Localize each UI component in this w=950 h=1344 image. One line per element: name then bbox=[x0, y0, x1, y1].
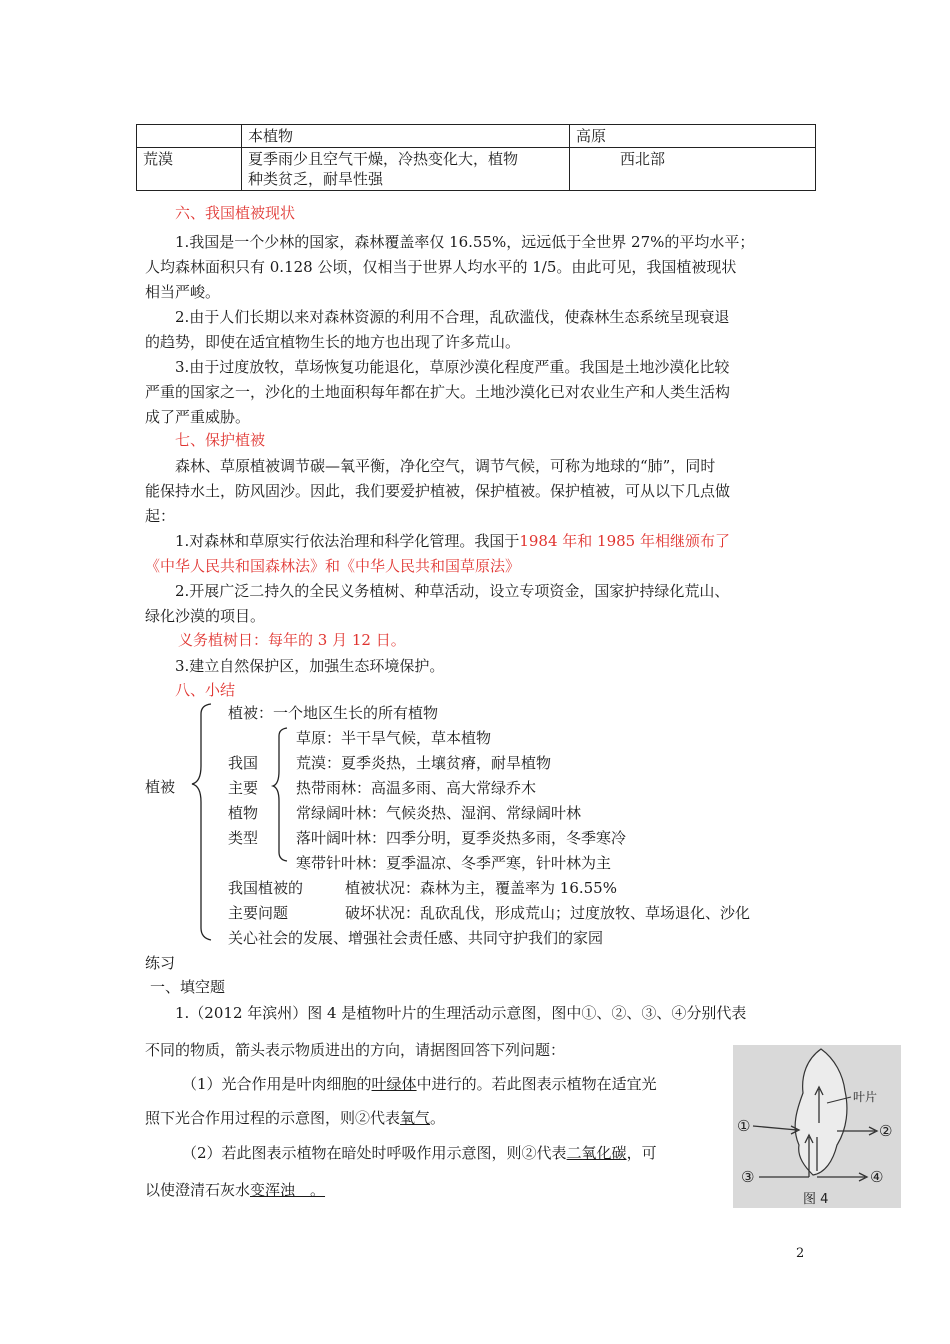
paragraph-line: 2.开展广泛二持久的全民义务植树、种草活动，设立专项资金，国家护持绿化荒山、 bbox=[175, 582, 730, 600]
marker-1: ① bbox=[737, 1117, 751, 1135]
paragraph-line: 2.由于人们长期以来对森林资源的利用不合理，乱砍滥伐，使森林生态系统呈现衰退 bbox=[175, 308, 730, 326]
table-cell: 荒漠 bbox=[137, 148, 242, 191]
summary-care: 关心社会的发展、增强社会责任感、共同守护我们的家园 bbox=[228, 929, 604, 947]
table-cell bbox=[242, 148, 570, 191]
text-run: 中进行的。若此图表示植物在适宜光 bbox=[416, 1075, 657, 1093]
section7-heading: 七、保护植被 bbox=[175, 431, 266, 449]
question-line: 不同的物质，箭头表示物质进出的方向，请据图回答下列问题： bbox=[145, 1041, 566, 1059]
marker-4: ④ bbox=[870, 1168, 884, 1186]
exercise-title: 练习 bbox=[145, 954, 176, 972]
paragraph-line: 3.由于过度放牧，草场恢复功能退化，草原沙漠化程度严重。我国是土地沙漠化比较 bbox=[175, 358, 730, 376]
type-item: 热带雨林：高温多雨、高大常绿乔木 bbox=[296, 779, 537, 797]
text-run: ，可 bbox=[626, 1144, 657, 1162]
answer-text: 变浑浊 。 bbox=[250, 1181, 326, 1199]
table-row bbox=[137, 148, 816, 191]
text-run: 1.对森林和草原实行依法治理和科学化管理。我国于 bbox=[175, 532, 520, 550]
tree-day-text: 义务植树日：每年的 3 月 12 日。 bbox=[178, 631, 406, 649]
page-number: 2 bbox=[796, 1246, 805, 1261]
question-line bbox=[182, 1074, 657, 1094]
type-item: 常绿阔叶林：气候炎热、湿润、常绿阔叶林 bbox=[296, 804, 582, 822]
answer-text: 二氧化碳 bbox=[566, 1144, 627, 1162]
section6-heading: 六、我国植被现状 bbox=[175, 204, 296, 222]
problems-label-line: 我国植被的 bbox=[228, 879, 304, 897]
text-run: （1）光合作用是叶肉细胞的 bbox=[182, 1075, 372, 1093]
question-line bbox=[145, 1180, 325, 1200]
table-cell: 西北部 bbox=[570, 148, 816, 191]
table-row bbox=[137, 125, 816, 148]
type-item: 草原：半干旱气候，草本植物 bbox=[296, 729, 492, 747]
summary-definition: 植被：一个地区生长的所有植物 bbox=[228, 704, 439, 722]
cell-line: 种类贫乏，耐旱性强 bbox=[248, 170, 384, 188]
text-run: 。 bbox=[430, 1109, 446, 1127]
paragraph-line: 3.建立自然保护区，加强生态环境保护。 bbox=[175, 657, 445, 675]
types-label-line: 我国 bbox=[228, 754, 259, 772]
exercise-subtitle: 一、填空题 bbox=[150, 978, 226, 996]
table-cell: 本植物 bbox=[242, 125, 570, 148]
text-run: 照下光合作用过程的示意图，则②代表 bbox=[145, 1109, 401, 1127]
paragraph-line: 森林、草原植被调节碳—氧平衡，净化空气，调节气候，可称为地球的“肺”，同时 bbox=[175, 457, 716, 475]
law-year-text: 1984 年和 1985 年相继颁布了 bbox=[519, 532, 730, 550]
problem-item: 破坏状况：乱砍乱伐，形成荒山；过度放牧、草场退化、沙化 bbox=[345, 904, 751, 922]
problems-label-line: 主要问题 bbox=[228, 904, 289, 922]
problem-item: 植被状况：森林为主，覆盖率为 16.55% bbox=[345, 879, 617, 897]
type-item: 荒漠：夏季炎热，土壤贫瘠，耐旱植物 bbox=[296, 754, 552, 772]
paragraph-line: 成了严重威胁。 bbox=[145, 408, 251, 426]
paragraph-line: 人均森林面积只有 0.128 公顷，仅相当于世界人均水平的 1/5。由此可见，我国植被现状 bbox=[145, 258, 737, 276]
text-run: 以使澄清石灰水 bbox=[145, 1181, 251, 1199]
section8-heading: 八、小结 bbox=[175, 681, 236, 699]
paragraph-line: 严重的国家之一，沙化的土地面积每年都在扩大。土地沙漠化已对农业生产和人类生活构 bbox=[145, 383, 731, 401]
paragraph-line: 能保持水土，防风固沙。因此，我们要爱护植被，保护植被。保护植被，可从以下几点做 bbox=[145, 482, 731, 500]
paragraph-line bbox=[175, 531, 730, 551]
types-label-line: 植物 bbox=[228, 804, 259, 822]
types-label-line: 类型 bbox=[228, 829, 259, 847]
vegetation-table bbox=[136, 124, 816, 191]
types-brace bbox=[273, 728, 287, 861]
question-line bbox=[182, 1143, 657, 1163]
cell-line: 夏季雨少且空气干燥，冷热变化大，植物 bbox=[248, 150, 519, 168]
marker-3: ③ bbox=[741, 1168, 755, 1186]
leaf-figure bbox=[733, 1045, 901, 1208]
table-cell bbox=[137, 125, 242, 148]
question-line bbox=[145, 1108, 445, 1128]
summary-root: 植被 bbox=[145, 778, 176, 796]
paragraph-line: 绿化沙漠的项目。 bbox=[145, 607, 266, 625]
outer-brace bbox=[192, 704, 211, 940]
answer-text: 氧气 bbox=[400, 1109, 431, 1127]
text-run: （2）若此图表示植物在暗处时呼吸作用示意图，则②代表 bbox=[182, 1144, 567, 1162]
figure-caption: 图 4 bbox=[803, 1192, 829, 1207]
table-cell: 高原 bbox=[570, 125, 816, 148]
paragraph-line: 起： bbox=[145, 507, 176, 525]
question-line: 1.（2012 年滨州）图 4 是植物叶片的生理活动示意图，图中①、②、③、④分别代表 bbox=[175, 1004, 747, 1022]
leaf-diagram bbox=[733, 1045, 901, 1208]
paragraph-line: 相当严峻。 bbox=[145, 283, 221, 301]
leaf-shape bbox=[795, 1049, 847, 1175]
paragraph-line: 的趋势，即使在适宜植物生长的地方也出现了许多荒山。 bbox=[145, 333, 521, 351]
marker-2: ② bbox=[879, 1122, 893, 1140]
answer-text: 叶绿体 bbox=[371, 1075, 417, 1093]
law-names-text: 《中华人民共和国森林法》和《中华人民共和国草原法》 bbox=[145, 557, 521, 575]
paragraph-line: 1.我国是一个少林的国家，森林覆盖率仅 16.55%，远远低于全世界 27%的平均水平； bbox=[175, 233, 755, 251]
arrow-line bbox=[753, 1126, 797, 1130]
leaf-label: 叶片 bbox=[853, 1090, 878, 1104]
type-item: 落叶阔叶林：四季分明，夏季炎热多雨，冬季寒冷 bbox=[296, 829, 627, 847]
type-item: 寒带针叶林：夏季温凉、冬季严寒，针叶林为主 bbox=[296, 854, 612, 872]
types-label-line: 主要 bbox=[228, 779, 259, 797]
